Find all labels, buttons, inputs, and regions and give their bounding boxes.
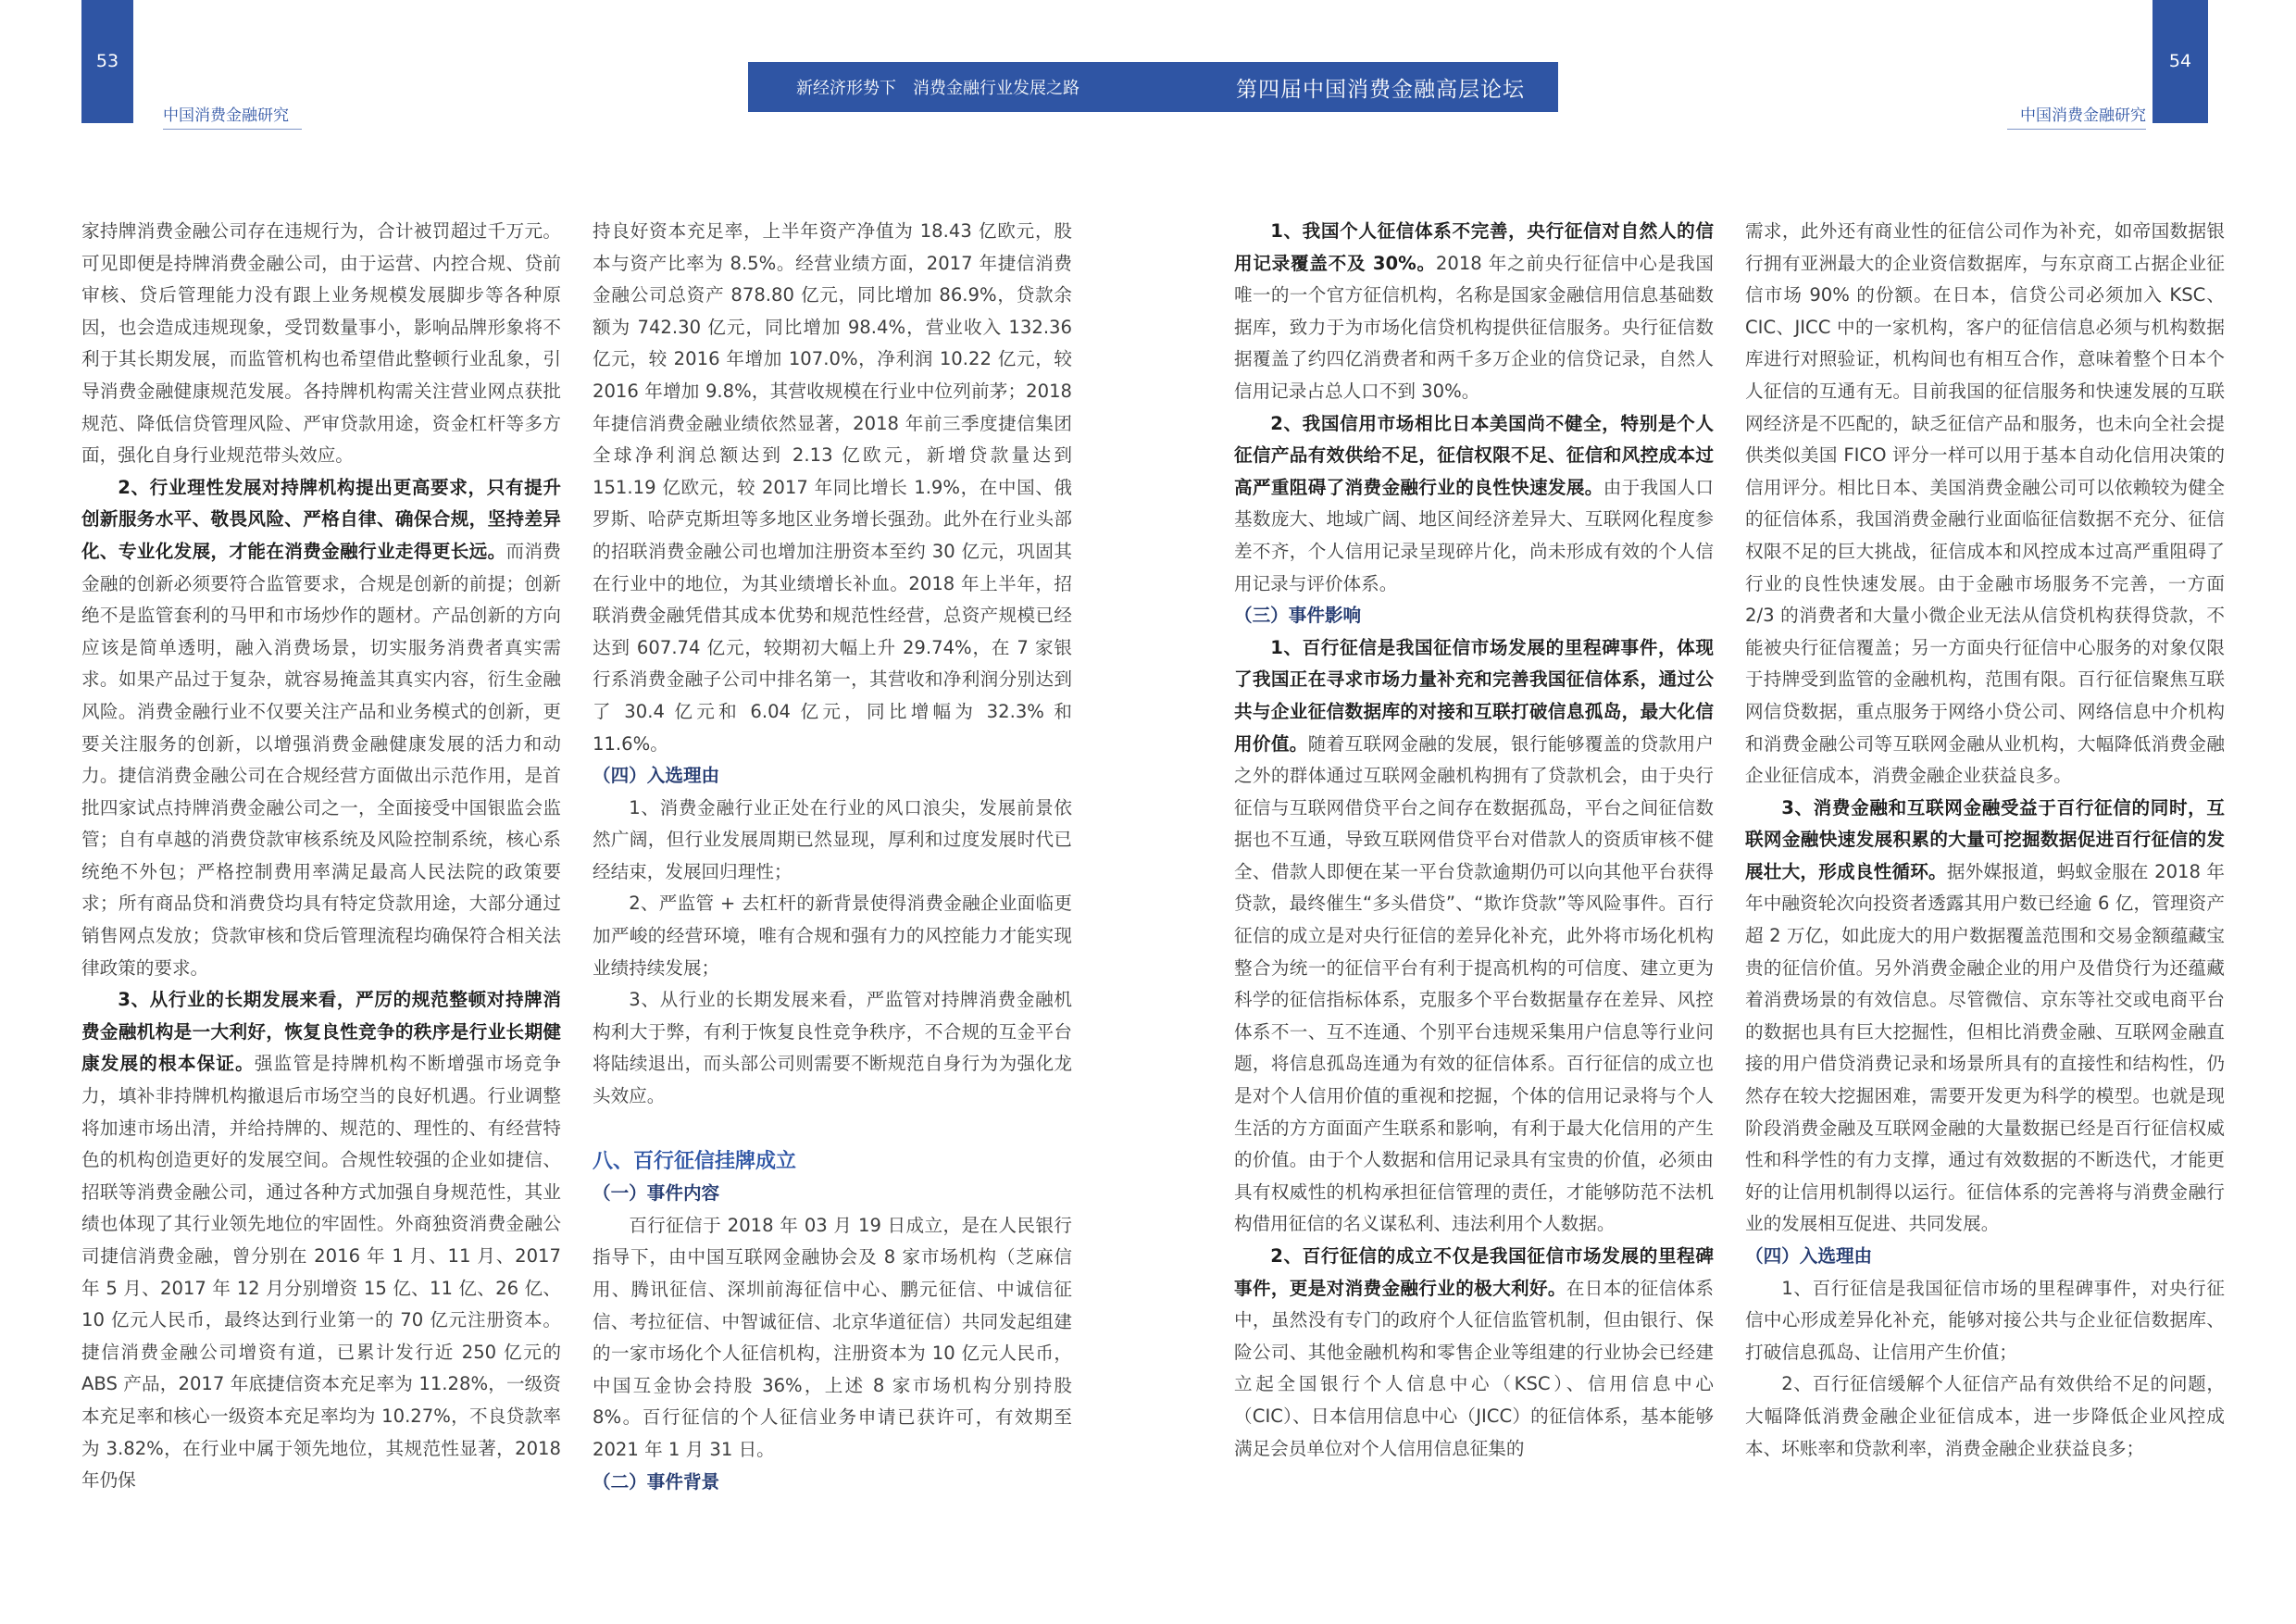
list-item: 2、严监管 + 去杠杆的新背景使得消费金融企业面临更加严峻的经营环境，唯有合规和强有力的风控能力才能实现业绩持续发展； xyxy=(593,893,1072,979)
section-heading: 八、百行征信挂牌成立 xyxy=(593,1149,797,1173)
list-item: 1、消费金融行业正处在行业的风口浪尖，发展前景依然广阔，但行业发展周期已然显现，厚利和过度发展时代已经结束，发展回归理性； xyxy=(593,796,1072,882)
page-number-right-tab xyxy=(2152,0,2208,123)
paragraph-body: 由于我国人口基数庞大、地域广阔、地区间经济差异大、互联网化程度参差不齐，个人信用记录呈现碎片化，尚未形成有效的个人信用记录与评价体系。 xyxy=(1234,476,1715,594)
subheading-event-background: （二）事件背景 xyxy=(593,1470,720,1493)
paragraph-body: 据外媒报道，蚂蚁金服在 2018 年年中融资轮次向投资者透露其用户数已经逾 6 亿，管理资产超 2 万亿，如此庞大的用户数据覆盖范围和交易金额蕴藏宝贵的征信价值。另外消费金融企业的用户及借贷行为还蕴藏着消费场景的有效信息。尽管微信、京东等社交或电商平台的数据也具有巨大挖掘性，但相比消费金融、互联网金融直接的用户借贷消费记录和场景所具有的直接性和结构性，仍然存在较大挖掘困难，需要开发更为科学的模型。也就是现阶段消费金融及互联网金融的大量数据已经是百行征信权威性和科学性的有力支撑，通过有效数据的不断迭代，才能更好的让信用机制得以运行。征信体系的完善将与消费金融行业的发展相互促进、共同发展。 xyxy=(1745,860,2226,1235)
paragraph: 持良好资本充足率，上半年资产净值为 18.43 亿欧元，股本与资产比率为 8.5%。经营业绩方面，2017 年捷信消费金融公司总资产 878.80 亿元，同比增加 86.9%，贷款余额为 742.30 亿元，同比增加 98.4%，营业收入 132.36 亿元，较 2016 年增加 107.0%，净利润 10.22 亿元，较 2016 年增加 9.8%，其营收规模在行业中位列前茅；2018 年捷信消费金融业绩依然显著，2018 年前三季度捷信集团全球净利润总额达到 2.13 亿欧元，新增贷款量达到 151.19 亿欧元，较 2017 年同比增长 1.9%，在中国、俄罗斯、哈萨克斯坦等多地区业务增长强劲。此外在行业头部的招联消费金融公司也增加注册资本至约 30 亿元，巩固其在行业中的地位，为其业绩增长补血。2018 年上半年，招联消费金融凭借其成本优势和规范性经营，总资产规模已经达到 607.74 亿元，较期初大幅上升 29.74%，在 7 家银行系消费金融子公司中排名第一，其营收和净利润分别达到了 30.4 亿元和 6.04 亿元，同比增幅为 32.3% 和 11.6%。 xyxy=(593,220,1072,755)
paragraph-body: 随着互联网金融的发展，银行能够覆盖的贷款用户之外的群体通过互联网金融机构拥有了贷款机会，由于央行征信与互联网借贷平台之间存在数据孤岛，平台之间征信数据也不互通，导致互联网借贷平台对借款人的资质审核不健全、借款人即便在某一平台贷款逾期仍可以向其他平台获得贷款，最终催生“多头借贷”、“欺诈贷款”等风险事件。百行征信的成立是对央行征信的差异化补充，此外将市场化机构整合为统一的征信平台有利于提高机构的可信度、建立更为科学的征信指标体系，克服多个平台数据量存在差异、风控体系不一、互不连通、个别平台违规采集用户信息等行业问题，将信息孤岛连通为有效的征信体系。百行征信的成立也是对个人信用价值的重视和挖掘，个体的信用记录将与个人生活的方方面面产生联系和影响，有利于最大化信用的产生的价值。由于个人数据和信用记录具有宝贵的价值，必须由具有权威性的机构承担征信管理的责任，才能够防范不法机构借用征信的名义谋私利、违法利用个人数据。 xyxy=(1234,732,1715,1235)
text-column-4 xyxy=(1745,216,2225,1465)
paragraph-body: 而消费金融的创新必须要符合监管要求，合规是创新的前提；创新绝不是监管套利的马甲和市场炒作的题材。产品创新的方向应该是简单透明，融入消费场景，切实服务消费者真实需求。如果产品过于复杂，就容易掩盖其真实内容，衍生金融风险。消费金融行业不仅要关注产品和业务模式的创新，更要关注服务的创新，以增强消费金融健康发展的活力和动力。捷信消费金融公司在合规经营方面做出示范作用，是首批四家试点持牌消费金融公司之一，全面接受中国银监会监管；自有卓越的消费贷款审核系统及风险控制系统，核心系统绝不外包；严格控制费用率满足最高人民法院的政策要求；所有商品贷和消费贷均具有特定贷款用途，大部分通过销售网点发放；贷款审核和贷后管理流程均确保符合相关法律政策的要求。 xyxy=(81,540,562,979)
page-number-left-tab xyxy=(81,0,133,123)
paragraph xyxy=(81,984,561,1497)
list-item: 3、从行业的长期发展来看，严监管对持牌消费金融机构利大于弊，有利于恢复良性竞争秩序，不合规的互金平台将陆续退出，而头部公司则需要不断规范自身行为为强化龙头效应。 xyxy=(593,989,1072,1107)
subheading-reasons: （四）入选理由 xyxy=(593,765,720,787)
bold-lead: 2、行业理性发展对持牌机构提出更高要求，只有提升创新服务水平、敬畏风险、严格自律、确保合规，坚持差异化、专业化发展，才能在消费金融行业走得更长远。 xyxy=(81,476,561,562)
paragraph xyxy=(1745,793,2225,1241)
paragraph-body: 强监管是持牌机构不断增强市场竞争力，填补非持牌机构撤退后市场空当的良好机遇。行业调整将加速市场出清，并给持牌的、规范的、理性的、有经营特色的机构创造更好的发展空间。合规性较强的企业如捷信、招联等消费金融公司，通过各种方式加强自身规范性，其业绩也体现了其行业领先地位的牢固性。外商独资消费金融公司捷信消费金融，曾分别在 2016 年 1 月、11 月、2017 年 5 月、2017 年 12 月分别增资 15 亿、11 亿、26 亿、10 亿元人民币，最终达到行业第一的 70 亿元注册资本。捷信消费金融公司增资有道，已累计发行近 250 亿元的 ABS 产品，2017 年底捷信资本充足率为 11.28%，一级资本充足率和核心一级资本充足率均为 10.27%，不良贷款率为 3.82%，在行业中属于领先地位，其规范性显著，2018 年仍保 xyxy=(81,1053,562,1492)
paragraph xyxy=(1234,632,1714,1241)
subheading-impact: （三）事件影响 xyxy=(1234,605,1362,627)
paragraph: 百行征信于 2018 年 03 月 19 日成立，是在人民银行指导下，由中国互联网金融协会及 8 家市场机构（芝麻信用、腾讯征信、深圳前海征信中心、鹏元征信、中诚信征信、考拉征信、中智诚征信、北京华道征信）共同发起组建的一家市场化个人征信机构，注册资本为 10 亿元人民币，中国互金协会持股 36%，上述 8 家市场机构分别持股 8%。百行征信的个人征信业务申请已获许可，有效期至 2021 年 1 月 31 日。 xyxy=(593,1214,1072,1460)
list-item: 2、百行征信缓解个人征信产品有效供给不足的问题，大幅降低消费金融企业征信成本，进一步降低企业风控成本、坏账率和贷款利率，消费金融企业获益良多； xyxy=(1745,1373,2225,1459)
text-column-3 xyxy=(1234,216,1714,1465)
paragraph: 家持牌消费金融公司存在违规行为，合计被罚超过千万元。可见即便是持牌消费金融公司，由于运营、内控合规、贷前审核、贷后管理能力没有跟上业务规模发展脚步等各种原因，也会造成违规现象，受罚数量事小，影响品牌形象将不利于其长期发展，而监管机构也希望借此整顿行业乱象，引导消费金融健康规范发展。各持牌机构需关注营业网点获批规范、降低信贷管理风险、严审贷款用途，资金杠杆等多方面，强化自身行业规范带头效应。 xyxy=(81,220,561,467)
text-column-1 xyxy=(81,216,561,1497)
list-item: 1、百行征信是我国征信市场的里程碑事件，对央行征信中心形成差异化补充，能够对接公共与企业征信数据库、打破信息孤岛、让信用产生价值； xyxy=(1745,1277,2225,1363)
running-head-left: 中国消费金融研究 xyxy=(163,102,302,130)
page-number-right: 54 xyxy=(2168,51,2192,71)
page-number-left: 53 xyxy=(95,51,119,71)
subheading-reasons: （四）入选理由 xyxy=(1745,1245,1873,1267)
bold-lead: 2、我国信用市场相比日本美国尚不健全，特别是个人征信产品有效供给不足，征信权限不足、征信和风控成本过高严重阻碍了消费金融行业的良性快速发展。 xyxy=(1234,412,1714,498)
subheading-event-content: （一）事件内容 xyxy=(593,1182,720,1205)
paragraph xyxy=(1234,408,1714,601)
paragraph: 需求，此外还有商业性的征信公司作为补充，如帝国数据银行拥有亚洲最大的企业资信数据库，与东京商工占据企业征信市场 90% 的份额。在日本，信贷公司必须加入 KSC、CIC、JICC 中的一家机构，客户的征信信息必须与机构数据库进行对照验证，机构间也有相互合作，意味着整个日本个人征信的互通有无。目前我国的征信服务和快速发展的互联网经济是不匹配的，缺乏征信产品和服务，也未向全社会提供类似美国 FICO 评分一样可以用于基本自动化信用决策的信用评分。相比日本、美国消费金融公司可以依赖较为健全的征信体系，我国消费金融行业面临征信数据不充分、征信权限不足的巨大挑战，征信成本和风控成本过高严重阻碍了行业的良性快速发展。由于金融市场服务不完善，一方面 2/3 的消费者和大量小微企业无法从信贷机构获得贷款，不能被央行征信覆盖；另一方面央行征信中心服务的对象仅限于持牌受到监管的金融机构，范围有限。百行征信聚焦互联网信贷数据，重点服务于网络小贷公司、网络信息中介机构和消费金融公司等互联网金融从业机构，大幅降低消费金融企业征信成本，消费金融企业获益良多。 xyxy=(1745,220,2225,787)
header-title: 第四届中国消费金融高层论坛 xyxy=(1236,77,1525,102)
header-subtitle: 新经济形势下 消费金融行业发展之路 xyxy=(796,79,1079,98)
paragraph xyxy=(1234,1241,1714,1465)
paragraph-body: 2018 年之前央行征信中心是我国唯一的一个官方征信机构，名称是国家金融信用信息基础数据库，致力于为市场化信贷机构提供征信服务。央行征信数据覆盖了约四亿消费者和两千多万企业的信贷记录，自然人信用记录占总人口不到 30%。 xyxy=(1234,252,1714,402)
bold-lead: 1、我国个人征信体系不完善，央行征信对自然人的信用记录覆盖不及 30%。 xyxy=(1234,220,1714,274)
running-head-right: 中国消费金融研究 xyxy=(2007,102,2146,130)
paragraph xyxy=(1234,216,1714,408)
paragraph-body: 在日本的征信体系中，虽然没有专门的政府个人征信监管机制，但由银行、保险公司、其他金融机构和零售企业等组建的行业协会已经建立起全国银行个人信息中心（KSC）、信用信息中心（CIC）、日本信用信息中心（JICC）的征信体系，基本能够满足会员单位对个人信用信息征集的 xyxy=(1234,1277,1715,1459)
bold-lead: 3、消费金融和互联网金融受益于百行征信的同时，互联网金融快速发展积累的大量可挖掘数据促进百行征信的发展壮大，形成良性循环。 xyxy=(1745,796,2225,882)
forum-header-bar xyxy=(748,62,1558,112)
bold-lead: 3、从行业的长期发展来看，严厉的规范整顿对持牌消费金融机构是一大利好，恢复良性竞争的秩序是行业长期健康发展的根本保证。 xyxy=(81,989,561,1075)
bold-lead: 1、百行征信是我国征信市场发展的里程碑事件，体现了我国正在寻求市场力量补充和完善我国征信体系，通过公共与企业征信数据库的对接和互联打破信息孤岛，最大化信用价值。 xyxy=(1234,636,1714,755)
text-column-2 xyxy=(593,216,1072,1498)
bold-lead: 2、百行征信的成立不仅是我国征信市场发展的里程碑事件，更是对消费金融行业的极大利好。 xyxy=(1234,1245,1714,1299)
paragraph xyxy=(81,472,561,985)
